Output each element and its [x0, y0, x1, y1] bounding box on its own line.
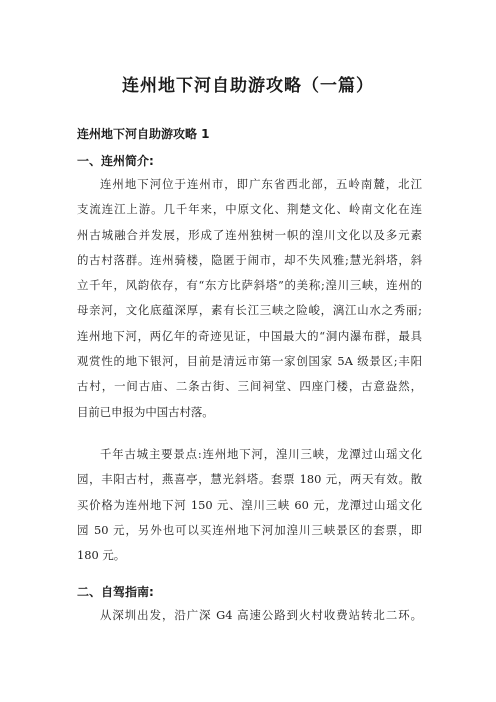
- paragraph-line: 连州地下河位于连州市，即广东省西北部，五岭南麓，北江: [100, 177, 422, 191]
- intro-paragraph-1: [77, 172, 422, 425]
- document-title: 连州地下河自助游攻略（一篇）: [122, 76, 374, 96]
- paragraph-line: 从深圳出发，沿广深 G4 高速公路到火村收费站转北二环。: [100, 608, 422, 622]
- paragraph-line: 古村，一间古庙、二条古街、三间祠堂、四座门楼，古意盎然，: [77, 379, 422, 394]
- paragraph-line: 立千年，风韵依存，有“东方比萨斜塔”的美称;湟川三峡，连州的: [77, 278, 422, 293]
- paragraph-line: 观赏性的地下银河，目前是清远市第一家创国家 5A 级景区;丰阳: [77, 354, 422, 369]
- driving-paragraph-1: [77, 603, 422, 628]
- section-heading-intro: 一、连州简介:: [77, 154, 154, 168]
- paragraph-line: 园 50 元，另外也可以买连州地下河加湟川三峡景区的套票，即: [77, 522, 422, 537]
- paragraph-line: 的古村落群。连州骑楼，隐匿于闹市，却不失风雅;慧光斜塔，斜: [77, 252, 422, 267]
- intro-paragraph-2: [77, 442, 422, 568]
- paragraph-line: 180 元。: [77, 548, 126, 563]
- paragraph-line: 买价格为连州地下河 150 元、湟川三峡 60 元，龙潭过山瑶文化: [77, 497, 422, 512]
- paragraph-line: 目前已申报为中国古村落。: [77, 404, 214, 419]
- paragraph-line: 母亲河，文化底蕴深厚，素有长江三峡之险峻，漓江山水之秀丽;: [77, 303, 422, 318]
- paragraph-line: 州古城融合并发展，形成了连州独树一帜的湟川文化以及多元素: [77, 227, 422, 242]
- document-subtitle: 连州地下河自助游攻略 1: [77, 127, 210, 141]
- paragraph-line: 连州地下河，两亿年的奇迹见证，中国最大的“洞内瀑布群，最具: [77, 328, 422, 343]
- paragraph-line: 支流连江上游。几千年来，中原文化、荆楚文化、岭南文化在连: [77, 202, 422, 217]
- section-heading-driving: 二、自驾指南:: [77, 585, 154, 599]
- paragraph-line: 园，丰阳古村，燕喜亭，慧光斜塔。套票 180 元，两天有效。散: [77, 472, 422, 487]
- paragraph-line: 千年古城主要景点:连州地下河，湟川三峡，龙潭过山瑶文化: [100, 447, 422, 461]
